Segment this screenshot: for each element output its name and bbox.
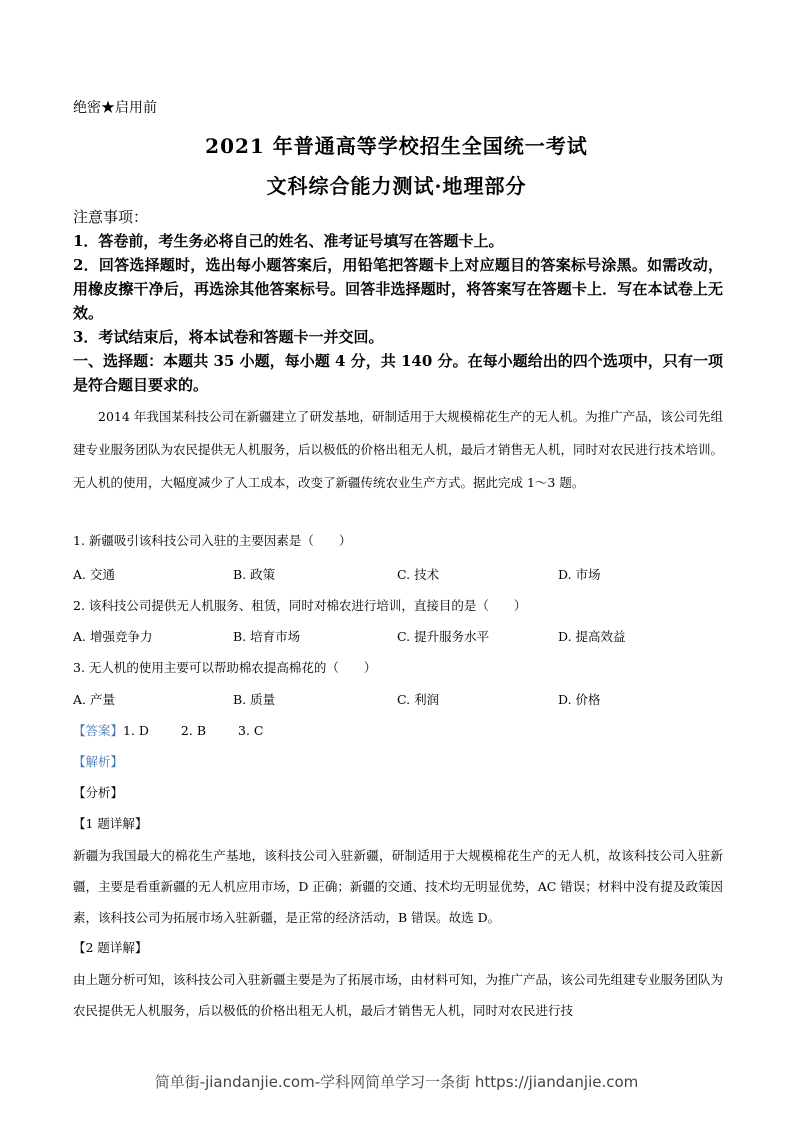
question-2-option-c: C. 提升服务水平 bbox=[397, 629, 490, 644]
exam-title: 2021 年普通高等学校招生全国统一考试 bbox=[205, 134, 588, 158]
question-1-option-a: A. 交通 bbox=[73, 567, 115, 582]
passage-text: 2014 年我国某科技公司在新疆建立了研发基地，研制适用于大规模棉花生产的无人机。为推广产品，该公司先组建专业服务团队为农民提供无人机服务，后以极低的价格出租无人机，最后才销售无人机，同时对农民进行技术培训。无人机的使用，大幅度减少了人工成本，改变了新疆传统农业生产方式。据此完成 1～3 题。 bbox=[73, 409, 724, 490]
question-3-option-c: C. 利润 bbox=[397, 692, 440, 707]
question-1-option-d: D. 市场 bbox=[558, 567, 601, 582]
q2-detail-text-block bbox=[73, 964, 723, 1026]
fenxi-label: 【分析】 bbox=[73, 785, 124, 800]
question-3-option-b: B. 质量 bbox=[233, 692, 276, 707]
question-2-stem: 2. 该科技公司提供无人机服务、租赁，同时对棉农进行培训，直接目的是（ ） bbox=[73, 598, 527, 613]
reading-passage bbox=[73, 400, 723, 499]
notice-item-3: 3．考试结束后，将本试卷和答题卡一并交回。 bbox=[73, 328, 384, 346]
question-1-option-c: C. 技术 bbox=[397, 567, 440, 582]
notice-section bbox=[73, 205, 723, 397]
question-1-stem: 1. 新疆吸引该科技公司入驻的主要因素是（ ） bbox=[73, 533, 352, 548]
question-3-stem: 3. 无人机的使用主要可以帮助棉农提高棉花的（ ） bbox=[73, 660, 377, 675]
footer-watermark: 简单街-jiandanjie.com-学科网简单学习一条街 https://jiandanjie.com bbox=[154, 1073, 639, 1091]
q2-detail-heading: 【2 题详解】 bbox=[73, 940, 148, 955]
answer-1: 1. D bbox=[123, 723, 149, 738]
q1-detail-heading: 【1 题详解】 bbox=[73, 816, 148, 831]
notice-item-2: 2．回答选择题时，选出每小题答案后，用铅笔把答题卡上对应题目的答案标号涂黑。如需改动，用橡皮擦干净后，再选涂其他答案标号。回答非选择题时，将答案写在答题卡上．写在本试卷上无效。 bbox=[73, 256, 723, 322]
q2-detail-text: 由上题分析可知，该科技公司入驻新疆主要是为了拓展市场，由材料可知，为推广产品，该公司先组建专业服务团队为农民提供无人机服务，后以极低的价格出租无人机，最后才销售无人机，同时对农民进行技 bbox=[73, 972, 724, 1018]
analysis-label: 【解析】 bbox=[73, 754, 124, 769]
exam-subtitle: 文科综合能力测试·地理部分 bbox=[266, 174, 527, 198]
question-2-option-a: A. 增强竞争力 bbox=[73, 629, 153, 644]
answer-3: 3. C bbox=[238, 723, 264, 738]
question-1-option-b: B. 政策 bbox=[233, 567, 276, 582]
notice-heading: 注意事项： bbox=[73, 208, 149, 226]
question-3-option-a: A. 产量 bbox=[73, 692, 115, 707]
q1-detail-text-block bbox=[73, 840, 723, 933]
question-2-option-b: B. 培育市场 bbox=[233, 629, 301, 644]
question-3-option-d: D. 价格 bbox=[558, 692, 601, 707]
answer-line bbox=[73, 721, 263, 739]
confidential-label: 绝密★启用前 bbox=[73, 100, 157, 116]
section-instruction: 一、选择题：本题共 35 小题，每小题 4 分，共 140 分。在每小题给出的四个选项中，只有一项是符合题目要求的。 bbox=[73, 352, 723, 394]
answer-2: 2. B bbox=[180, 723, 207, 738]
question-2-option-d: D. 提高效益 bbox=[558, 629, 626, 644]
answer-label: 【答案】 bbox=[73, 723, 124, 738]
notice-item-1: 1．答卷前，考生务必将自己的姓名、准考证号填写在答题卡上。 bbox=[73, 232, 504, 250]
q1-detail-text: 新疆为我国最大的棉花生产基地，该科技公司入驻新疆，研制适用于大规模棉花生产的无人机，故该科技公司入驻新疆，主要是看重新疆的无人机应用市场，D 正确；新疆的交通、技术均无明显优势，AC 错误；材料中没有提及政策因素，该科技公司为拓展市场入驻新疆，是正常的经济活动，B 错误。故选 D。 bbox=[73, 848, 723, 925]
